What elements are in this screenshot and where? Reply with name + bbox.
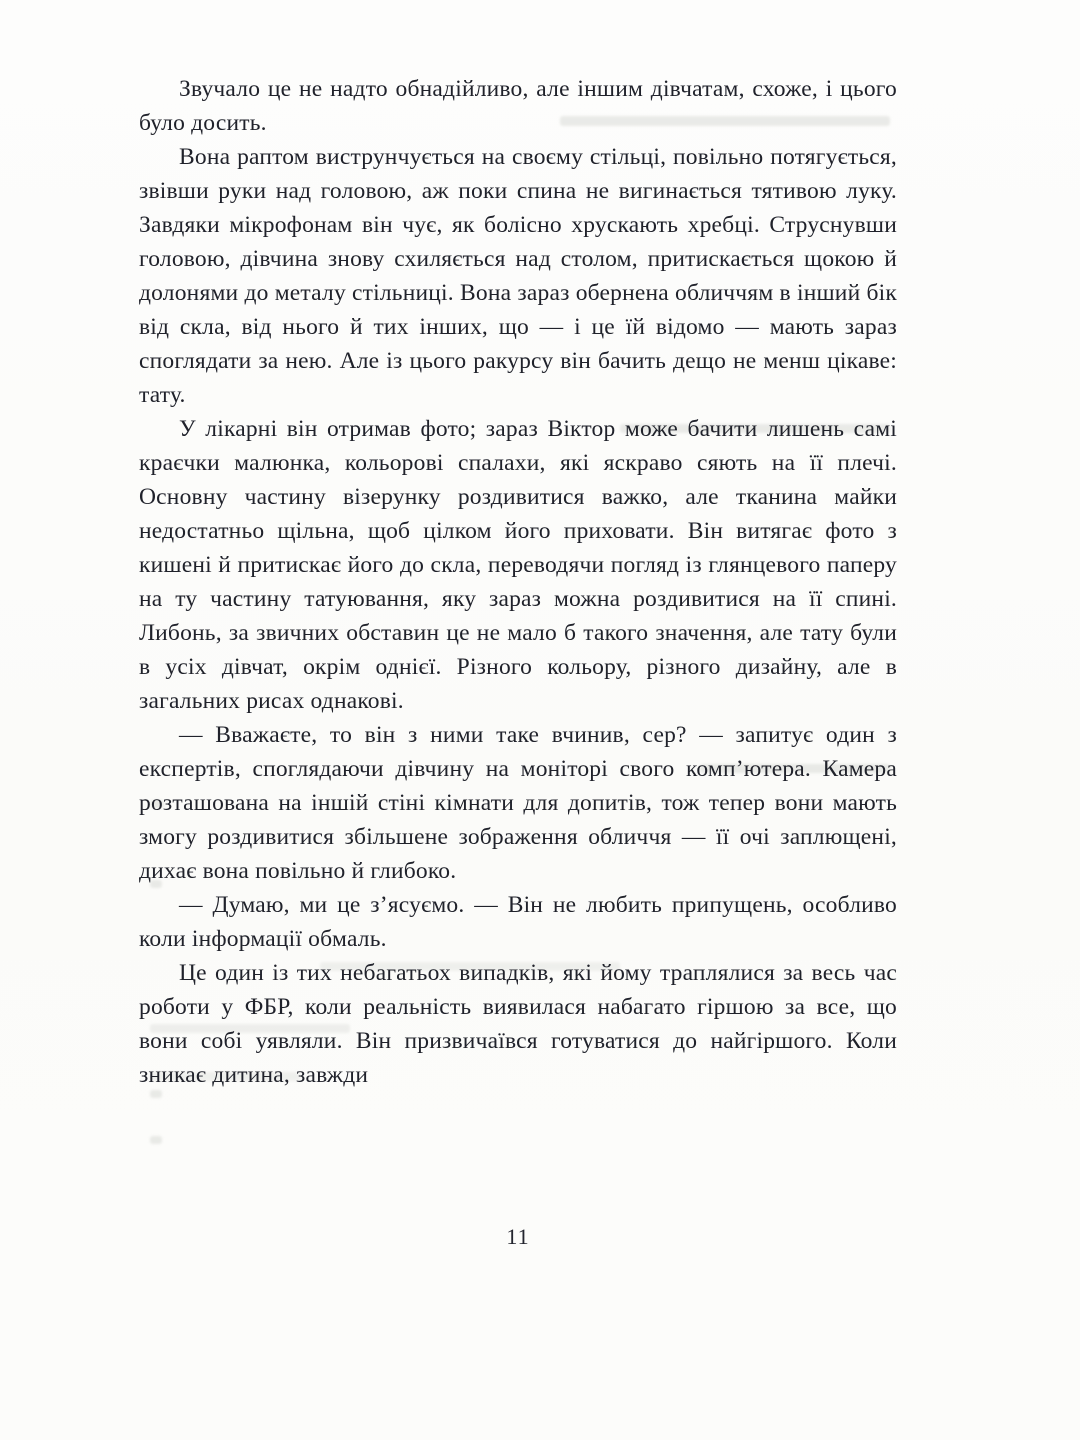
paragraph: Звучало це не надто обнадійливо, але іншим дівчатам, схоже, і цього було досить. [139,76,897,136]
page-text-block [139,72,897,1092]
paragraph: — Думаю, ми це з’ясуємо. — Він не любить припущень, особливо коли інформації обмаль. [139,892,897,952]
scan-artifact [150,1136,162,1144]
page-number: 11 [506,1224,530,1249]
paragraph: У лікарні він отримав фото; зараз Віктор може бачити лишень самі краєчки малюнка, кольорові спалахи, які яскраво сяють на її плечі. Основну частину візерунку роздивитися важко, але тканина майки недостатньо щільна, щоб цілком його приховати. Він витягає фото з кишені й притискає його до скла, переводячи погляд із глянцевого паперу на ту частину татуювання, яку зараз можна роздивитися на її спині. Либонь, за звичних обставин це не мало б такого значення, але тату були в усіх дівчат, окрім однієї. Різного кольору, різного дизайну, але в загальних рисах однакові. [139,416,897,714]
paragraph: Вона раптом виструнчується на своєму стільці, повільно потягується, звівши руки над головою, аж поки спина не вигинається тятивою луку. Завдяки мікрофонам він чує, як болісно хрускають хребці. Струснувши головою, дівчина знову схиляється над столом, притискається щокою й долонями до металу стільниці. Вона зараз обернена обличчям в інший бік від скла, від нього й тих інших, що — і це їй відомо — мають зараз споглядати за нею. Але із цього ракурсу він бачить дещо не менш цікаве: тату. [139,144,897,408]
paragraph: Це один із тих небагатьох випадків, які йому траплялися за весь час роботи у ФБР, коли реальність виявилася набагато гіршою за все, що вони собі уявляли. Він призвичаївся готуватися до найгіршого. Коли зникає дитина, завжди [139,960,897,1088]
paragraph: — Вважаєте, то він з ними таке вчинив, сер? — запитує один з експертів, споглядаючи дівчину на моніторі свого комп’ютера. Камера розташована на іншій стіні кімнати для допитів, тож тепер вони мають змогу роздивитися збільшене зображення обличчя — її очі заплющені, дихає вона повільно й глибоко. [139,722,897,884]
